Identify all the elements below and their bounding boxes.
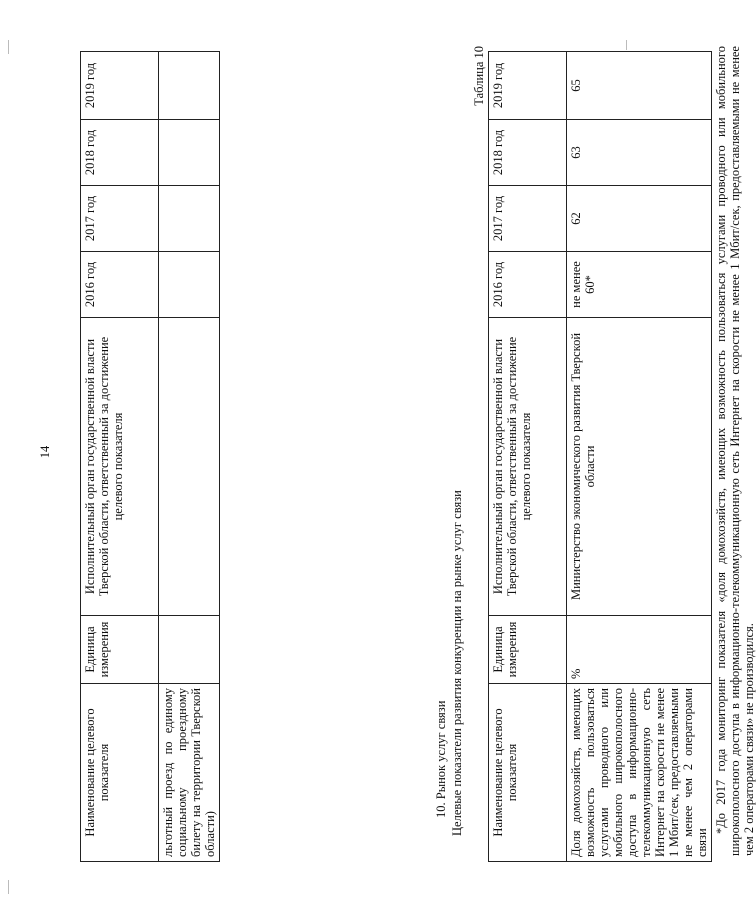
value-2018-cell: 63 — [567, 120, 712, 186]
table-label: Таблица 10 — [472, 46, 486, 106]
value-2017-cell — [159, 186, 220, 252]
header-2016: 2016 год — [489, 252, 567, 318]
indicator-name-cell: льготный проезд по единому социальному проездному билету на территории Тверской области) — [159, 684, 220, 862]
header-unit: Единица измерения — [81, 616, 159, 684]
unit-cell — [159, 616, 220, 684]
table-row — [567, 52, 712, 862]
table-header-row — [489, 52, 567, 862]
scan-edge-mark — [8, 880, 9, 894]
value-2016-cell — [159, 252, 220, 318]
table-10 — [488, 51, 712, 862]
scan-edge-mark — [8, 40, 9, 54]
value-2016-cell: не менее 60* — [567, 252, 712, 318]
header-indicator-name: Наименование целевого показателя — [81, 684, 159, 862]
value-2018-cell — [159, 120, 220, 186]
value-2017-cell: 62 — [567, 186, 712, 252]
value-2019-cell: 65 — [567, 52, 712, 120]
header-unit: Единица измерения — [489, 616, 567, 684]
unit-cell: % — [567, 616, 712, 684]
section-subtitle: Целевые показатели развития конкуренции на рынке услуг связи — [450, 490, 464, 836]
rotated-document-page — [20, 12, 756, 892]
table-row — [159, 52, 220, 862]
header-2016: 2016 год — [81, 252, 159, 318]
table-header-row — [81, 52, 159, 862]
page-number: 14 — [38, 445, 52, 459]
footnote: *До 2017 года мониторинг показателя «доля домохозяйств, имеющих возможность пользоваться услугами проводного или мобильного широкополосного доступа в информационно-телекоммуникационную сеть Интернет на скорости не менее 1 Мбит/сек, предоставляемыми не менее чем 2 операторами связи» не производился. — [714, 46, 756, 856]
indicator-name-cell: Доля домохозяйств, имеющих возможность пользоваться услугами проводного или мобильного широкополосного доступа в информационно-телекоммуникационную сеть Интернет на скорости не менее 1 Мбит/сек, предоставляемыми не менее чем 2 операторами связи — [567, 684, 712, 862]
authority-cell — [159, 318, 220, 616]
value-2019-cell — [159, 52, 220, 120]
header-2018: 2018 год — [81, 120, 159, 186]
header-authority: Исполнительный орган государственной власти Тверской области, ответственный за достижение целевого показателя — [81, 318, 159, 616]
header-2017: 2017 год — [81, 186, 159, 252]
section-title: 10. Рынок услуг связи — [434, 700, 448, 818]
header-2017: 2017 год — [489, 186, 567, 252]
header-indicator-name: Наименование целевого показателя — [489, 684, 567, 862]
continued-table — [80, 51, 220, 862]
header-2019: 2019 год — [489, 52, 567, 120]
scan-edge-mark — [626, 40, 627, 50]
authority-cell: Министерство экономического развития Тверской области — [567, 318, 712, 616]
header-2018: 2018 год — [489, 120, 567, 186]
header-2019: 2019 год — [81, 52, 159, 120]
header-authority: Исполнительный орган государственной власти Тверской области, ответственный за достижение целевого показателя — [489, 318, 567, 616]
